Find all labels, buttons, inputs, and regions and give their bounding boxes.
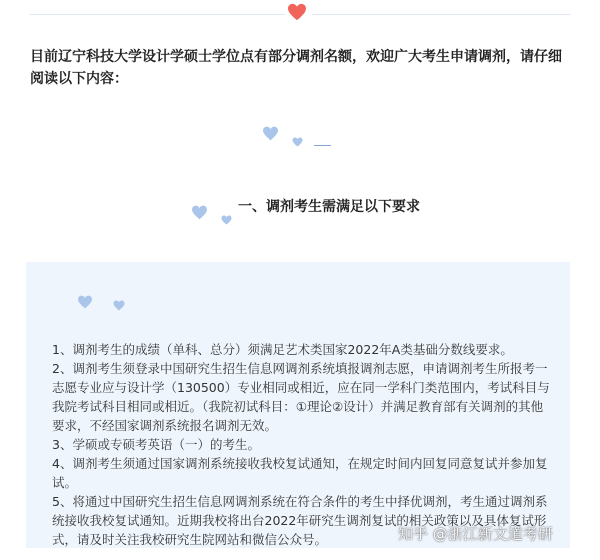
heart-icon	[262, 126, 279, 141]
requirements-box	[26, 262, 570, 548]
requirement-item: 2、调剂考生须登录中国研究生招生信息网调剂系统填报调剂志愿，申请调剂考生所报考一志愿专业应与设计学（130500）专业相同或相近，应在同一学科门类范围内，考试科目与我院考试科目相同或相近。（我院初试科目：①理论②设计）并满足教育部有关调剂的其他要求，不经国家调剂系统报名调剂无效。	[52, 361, 550, 433]
heart-icon	[77, 295, 93, 309]
heart-icon	[191, 205, 208, 220]
requirements-list	[52, 340, 552, 549]
top-divider-right	[312, 14, 570, 15]
heart-icon	[287, 3, 307, 21]
heart-icon	[221, 215, 232, 225]
intro-paragraph: 目前辽宁科技大学设计学硕士学位点有部分调剂名额，欢迎广大考生申请调剂，请仔细阅读以下内容：	[30, 49, 562, 87]
requirement-item: 3、学硕或专硕考英语（一）的考生。	[52, 437, 260, 452]
heart-icon	[113, 300, 125, 311]
top-divider-left	[30, 14, 285, 15]
decorative-dash	[314, 145, 331, 146]
watermark: 知乎 @浙江新文道考研	[398, 525, 553, 543]
section-title: 一、调剂考生需满足以下要求	[238, 199, 420, 215]
heart-icon	[292, 137, 303, 147]
requirement-item: 5、将通过中国研究生招生信息网调剂系统在符合条件的考生中择优调剂，考生通过调剂系统接收我校复试通知。近期我校将出台2022年研究生调剂复试的相关政策以及具体复试形式，请及时关注我校研究生院网站和微信公众号。	[52, 494, 548, 547]
requirement-item: 4、调剂考生须通过国家调剂系统接收我校复试通知，在规定时间内回复同意复试并参加复试。	[52, 456, 548, 490]
requirement-item: 1、调剂考生的成绩（单科、总分）须满足艺术类国家2022年A类基础分数线要求。	[52, 342, 513, 357]
